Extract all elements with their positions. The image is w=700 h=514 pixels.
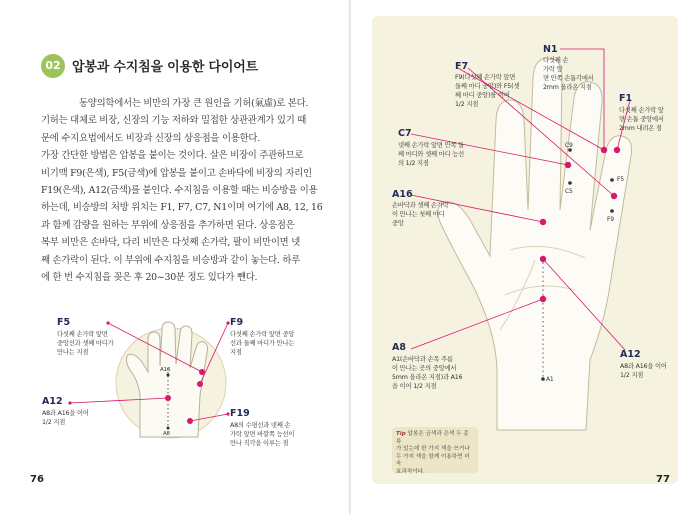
- desc-line: 다섯째 손: [543, 57, 569, 64]
- desc-line: 2mm 내려온 점: [619, 125, 662, 132]
- leader-end-dot: [68, 401, 71, 404]
- label-F9-desc: [230, 330, 294, 357]
- desc-line: 가락 앞: [543, 66, 563, 73]
- body-line: 기허는 대체로 비장, 신장의 기능 저하와 밀접한 상관관계가 있기 때: [41, 115, 307, 127]
- body-line: 복부 비만은 손바닥, 다리 비만은 다섯째 손가락, 팔이 비만이면 넷: [41, 237, 300, 249]
- point-label-F9: F9: [607, 216, 614, 223]
- desc-line: 째 마디와 셋째 마디 능선: [398, 151, 465, 158]
- body-line: 비기맥 F9(은색), F5(금색)에 압봉을 붙이고 손바닥에 비장의 자리인: [41, 167, 312, 179]
- label-F5-title: F5: [57, 317, 71, 328]
- desc-line: 5mm 올라온 지점)과 A16: [392, 374, 463, 381]
- desc-line: 가락 앞면 바깥쪽 능선이: [230, 431, 295, 438]
- tip-heading: Tip: [396, 431, 406, 437]
- body-line: 째 손가락이 된다. 이 부위에 수지침을 비승방과 같이 놓는다. 하루: [41, 254, 300, 266]
- desc-line: A8의 수평선과 넷째 손: [230, 422, 291, 429]
- desc-line: 면 손톱 중앙에서: [619, 116, 664, 123]
- desc-line: A8과 A16을 이어: [42, 410, 89, 417]
- label-A12-title: A12: [620, 349, 641, 360]
- desc-line: 2mm 올라온 지점: [543, 84, 592, 91]
- point-F5-dot: [610, 178, 614, 182]
- leader-end-dot: [106, 321, 109, 324]
- label-C7-desc: [398, 141, 464, 168]
- point-label-A16: A16: [160, 367, 171, 373]
- label-A12-desc: [620, 362, 667, 380]
- tip-line: [396, 431, 474, 446]
- label-F7-title: F7: [455, 61, 469, 72]
- point-label-C5: C5: [565, 188, 573, 195]
- section-number-badge: 02: [41, 54, 65, 78]
- label-A8-title: A8: [392, 342, 406, 353]
- desc-line: 손바닥과 셋째 손가락: [392, 202, 449, 209]
- hand-outline: [438, 58, 632, 430]
- desc-line: 만나는 지점: [57, 349, 89, 356]
- label-F9-title: F9: [230, 317, 244, 328]
- desc-line: 선과 둘째 마디가 만나는: [230, 340, 295, 347]
- desc-line: 1/2 지점: [42, 419, 66, 426]
- desc-line: 다섯째 손가락 앞: [619, 107, 664, 114]
- desc-line: 만나 직각을 이루는 점: [230, 440, 289, 447]
- point-label-F5: F5: [617, 176, 624, 183]
- tip-line: 가 있는데 한 가지 색을 쓰거나: [396, 446, 470, 453]
- tip-text: 압봉은 금색과 은색 두 종류: [396, 431, 469, 445]
- label-N1-title: N1: [543, 44, 558, 55]
- desc-line: 중앙: [392, 220, 404, 227]
- point-A1-dot: [541, 377, 545, 381]
- desc-line: A8과 A16을 이어: [620, 363, 667, 370]
- label-A8-desc: [392, 355, 462, 391]
- desc-line: 이 만나는 곳의 중앙에서: [392, 365, 457, 372]
- desc-line: A1(손바닥과 손목 주름: [392, 356, 453, 363]
- desc-line: 의 1/2 지점: [398, 160, 429, 167]
- desc-line: 을 이어 1/2 지점: [392, 383, 437, 390]
- desc-line: 1/2 지점: [620, 372, 644, 379]
- desc-line: 째 마디 중앙)를 이어: [455, 92, 510, 99]
- body-line: 가장 간단한 방법은 압봉을 붙이는 것이다. 살은 비장이 주관하므로: [41, 150, 304, 162]
- tip-line: 두 가지 색을 함께 이용하면 더욱: [396, 453, 470, 468]
- point-label-A1: A1: [546, 376, 554, 383]
- point-label-C9: C9: [565, 142, 573, 149]
- page-number-right: 77: [656, 474, 670, 485]
- label-A16-desc: [392, 201, 449, 228]
- body-line: 문에 수지요법에서도 비장과 신장의 상응점을 이용한다.: [41, 132, 260, 144]
- label-F7-desc: [455, 73, 519, 109]
- desc-line: F9(다섯째 손가락 앞면: [455, 74, 516, 81]
- desc-line: 이 만나는 첫째 마디: [392, 211, 445, 218]
- body-line: F19(은색), A12(금색)를 붙인다. 수지침을 이용할 때는 비승방을 이용: [41, 185, 318, 197]
- desc-line: 다섯째 손가락 앞면 중앙: [230, 331, 295, 338]
- point-label-A8: A8: [163, 431, 170, 437]
- label-F1-title: F1: [619, 93, 633, 104]
- section-title: 압봉과 수지침을 이용한 다이어트: [72, 60, 258, 75]
- label-N1-desc: [543, 56, 594, 92]
- label-F19-title: F19: [230, 408, 250, 419]
- point-C5-dot: [568, 181, 572, 185]
- label-C7-title: C7: [398, 128, 412, 139]
- desc-line: 1/2 지점: [455, 101, 479, 108]
- body-line: 하는데, 비승방의 처방 위치는 F1, F7, C7, N1이며 여기에 A8, 12, 16: [41, 202, 323, 214]
- tip-box: [392, 427, 478, 473]
- body-line: 과 함께 감량을 원하는 부위에 상응점을 추가하면 된다. 상응점은: [41, 219, 295, 231]
- label-F1-desc: [619, 106, 664, 133]
- desc-line: 다섯째 손가락 앞면: [57, 331, 108, 338]
- body-line: 동양의학에서는 비만의 가장 큰 원인을 기허(氣虛)로 본다.: [79, 98, 309, 109]
- desc-line: 중앙선과 셋째 마디가: [57, 340, 114, 347]
- tip-line: 효과적이다.: [396, 468, 425, 475]
- page-number-left: 76: [30, 474, 44, 485]
- label-A12-desc: [42, 409, 89, 427]
- label-A16-title: A16: [392, 189, 413, 200]
- label-F19-desc: [230, 421, 294, 448]
- body-line: 에 한 번 수지침을 꽂은 후 20~30분 정도 있다가 뺀다.: [41, 272, 258, 284]
- desc-line: 둘째 마디 중앙)와 F5(셋: [455, 83, 520, 90]
- label-A12-title: A12: [42, 396, 63, 407]
- label-F5-desc: [57, 330, 114, 357]
- point-F9-dot: [610, 209, 614, 213]
- desc-line: 면 안쪽 손톱각에서: [543, 75, 594, 82]
- desc-line: 넷째 손가락 앞면 안쪽 둘: [398, 142, 465, 149]
- desc-line: 지점: [230, 349, 242, 356]
